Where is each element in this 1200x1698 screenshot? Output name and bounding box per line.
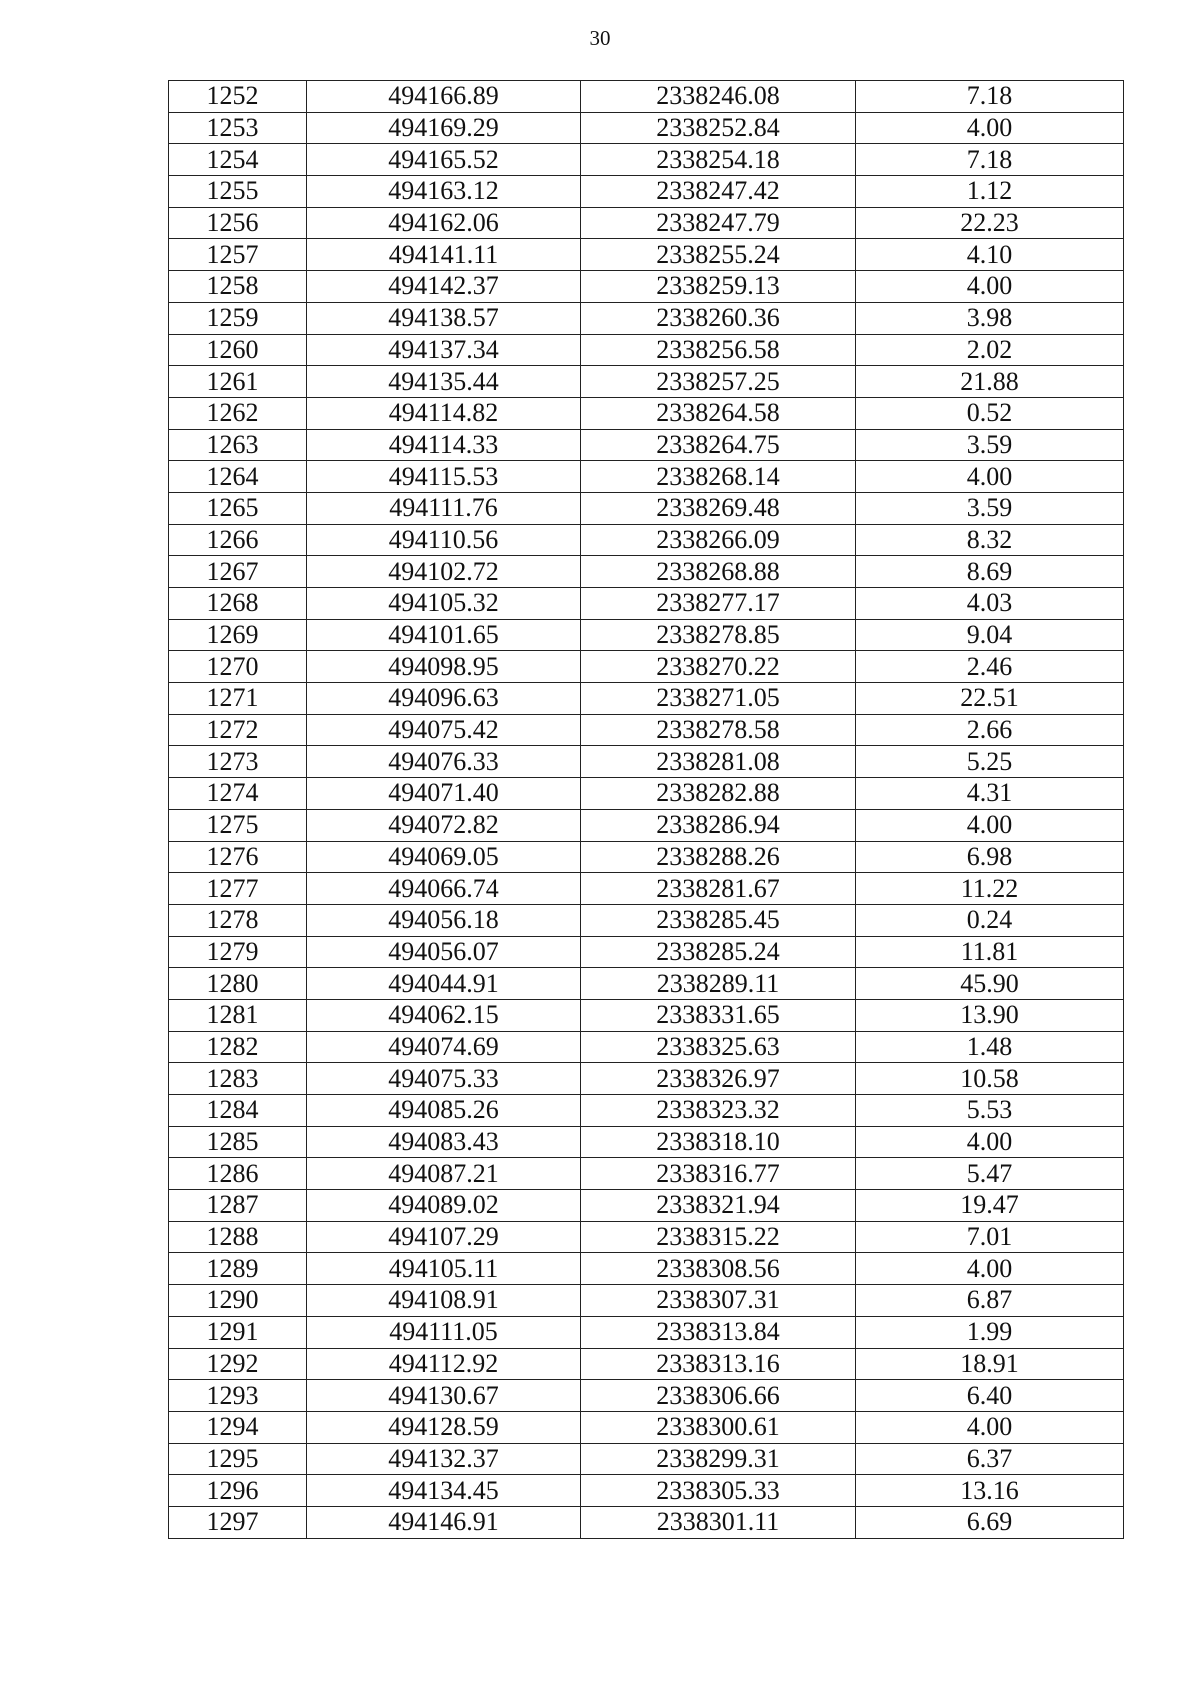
coordinate-table <box>168 80 1124 1539</box>
x-coordinate-cell: 494108.91 <box>307 1285 581 1317</box>
y-coordinate-cell: 2338257.25 <box>581 366 856 398</box>
point-id-cell: 1269 <box>169 619 307 651</box>
x-coordinate-cell: 494105.11 <box>307 1253 581 1285</box>
y-coordinate-cell: 2338285.24 <box>581 936 856 968</box>
point-id-cell: 1277 <box>169 873 307 905</box>
table-row <box>169 1348 1124 1380</box>
y-coordinate-cell: 2338318.10 <box>581 1126 856 1158</box>
table-row <box>169 207 1124 239</box>
x-coordinate-cell: 494083.43 <box>307 1126 581 1158</box>
distance-cell: 6.98 <box>856 841 1124 873</box>
y-coordinate-cell: 2338301.11 <box>581 1506 856 1538</box>
y-coordinate-cell: 2338278.85 <box>581 619 856 651</box>
x-coordinate-cell: 494111.76 <box>307 492 581 524</box>
point-id-cell: 1260 <box>169 334 307 366</box>
point-id-cell: 1290 <box>169 1285 307 1317</box>
y-coordinate-cell: 2338306.66 <box>581 1380 856 1412</box>
y-coordinate-cell: 2338271.05 <box>581 683 856 715</box>
distance-cell: 5.25 <box>856 746 1124 778</box>
distance-cell: 4.00 <box>856 461 1124 493</box>
x-coordinate-cell: 494141.11 <box>307 239 581 271</box>
point-id-cell: 1263 <box>169 429 307 461</box>
x-coordinate-cell: 494071.40 <box>307 778 581 810</box>
x-coordinate-cell: 494162.06 <box>307 207 581 239</box>
y-coordinate-cell: 2338268.14 <box>581 461 856 493</box>
x-coordinate-cell: 494085.26 <box>307 1095 581 1127</box>
table-row <box>169 809 1124 841</box>
x-coordinate-cell: 494112.92 <box>307 1348 581 1380</box>
table-row <box>169 1063 1124 1095</box>
point-id-cell: 1283 <box>169 1063 307 1095</box>
distance-cell: 10.58 <box>856 1063 1124 1095</box>
point-id-cell: 1282 <box>169 1031 307 1063</box>
y-coordinate-cell: 2338305.33 <box>581 1475 856 1507</box>
point-id-cell: 1253 <box>169 112 307 144</box>
table-row <box>169 1031 1124 1063</box>
table-row <box>169 524 1124 556</box>
distance-cell: 2.46 <box>856 651 1124 683</box>
x-coordinate-cell: 494066.74 <box>307 873 581 905</box>
distance-cell: 45.90 <box>856 968 1124 1000</box>
table-row <box>169 999 1124 1031</box>
table-row <box>169 144 1124 176</box>
distance-cell: 22.23 <box>856 207 1124 239</box>
y-coordinate-cell: 2338313.84 <box>581 1316 856 1348</box>
distance-cell: 6.37 <box>856 1443 1124 1475</box>
distance-cell: 0.24 <box>856 904 1124 936</box>
distance-cell: 1.99 <box>856 1316 1124 1348</box>
table-row <box>169 683 1124 715</box>
y-coordinate-cell: 2338268.88 <box>581 556 856 588</box>
table-row <box>169 1475 1124 1507</box>
point-id-cell: 1295 <box>169 1443 307 1475</box>
table-row <box>169 904 1124 936</box>
table-row <box>169 492 1124 524</box>
x-coordinate-cell: 494114.33 <box>307 429 581 461</box>
point-id-cell: 1285 <box>169 1126 307 1158</box>
table-row <box>169 81 1124 113</box>
distance-cell: 19.47 <box>856 1190 1124 1222</box>
x-coordinate-cell: 494089.02 <box>307 1190 581 1222</box>
y-coordinate-cell: 2338247.42 <box>581 176 856 208</box>
distance-cell: 6.40 <box>856 1380 1124 1412</box>
table-row <box>169 746 1124 778</box>
x-coordinate-cell: 494062.15 <box>307 999 581 1031</box>
table-row <box>169 651 1124 683</box>
distance-cell: 21.88 <box>856 366 1124 398</box>
distance-cell: 11.81 <box>856 936 1124 968</box>
table-row <box>169 778 1124 810</box>
y-coordinate-cell: 2338264.58 <box>581 397 856 429</box>
y-coordinate-cell: 2338315.22 <box>581 1221 856 1253</box>
distance-cell: 4.00 <box>856 809 1124 841</box>
x-coordinate-cell: 494075.33 <box>307 1063 581 1095</box>
y-coordinate-cell: 2338281.08 <box>581 746 856 778</box>
table-row <box>169 968 1124 1000</box>
x-coordinate-cell: 494138.57 <box>307 302 581 334</box>
y-coordinate-cell: 2338331.65 <box>581 999 856 1031</box>
x-coordinate-cell: 494169.29 <box>307 112 581 144</box>
y-coordinate-cell: 2338313.16 <box>581 1348 856 1380</box>
point-id-cell: 1291 <box>169 1316 307 1348</box>
point-id-cell: 1284 <box>169 1095 307 1127</box>
x-coordinate-cell: 494105.32 <box>307 588 581 620</box>
point-id-cell: 1252 <box>169 81 307 113</box>
table-row <box>169 271 1124 303</box>
y-coordinate-cell: 2338278.58 <box>581 714 856 746</box>
distance-cell: 13.16 <box>856 1475 1124 1507</box>
y-coordinate-cell: 2338289.11 <box>581 968 856 1000</box>
y-coordinate-cell: 2338308.56 <box>581 1253 856 1285</box>
x-coordinate-cell: 494069.05 <box>307 841 581 873</box>
point-id-cell: 1270 <box>169 651 307 683</box>
x-coordinate-cell: 494163.12 <box>307 176 581 208</box>
point-id-cell: 1268 <box>169 588 307 620</box>
distance-cell: 4.00 <box>856 1126 1124 1158</box>
y-coordinate-cell: 2338254.18 <box>581 144 856 176</box>
y-coordinate-cell: 2338247.79 <box>581 207 856 239</box>
x-coordinate-cell: 494072.82 <box>307 809 581 841</box>
distance-cell: 2.66 <box>856 714 1124 746</box>
distance-cell: 13.90 <box>856 999 1124 1031</box>
table-row <box>169 841 1124 873</box>
distance-cell: 5.53 <box>856 1095 1124 1127</box>
x-coordinate-cell: 494098.95 <box>307 651 581 683</box>
y-coordinate-cell: 2338252.84 <box>581 112 856 144</box>
distance-cell: 3.59 <box>856 492 1124 524</box>
point-id-cell: 1256 <box>169 207 307 239</box>
point-id-cell: 1274 <box>169 778 307 810</box>
y-coordinate-cell: 2338264.75 <box>581 429 856 461</box>
table-row <box>169 1506 1124 1538</box>
distance-cell: 4.00 <box>856 1411 1124 1443</box>
y-coordinate-cell: 2338255.24 <box>581 239 856 271</box>
distance-cell: 9.04 <box>856 619 1124 651</box>
table-row <box>169 429 1124 461</box>
y-coordinate-cell: 2338269.48 <box>581 492 856 524</box>
x-coordinate-cell: 494096.63 <box>307 683 581 715</box>
y-coordinate-cell: 2338277.17 <box>581 588 856 620</box>
distance-cell: 18.91 <box>856 1348 1124 1380</box>
x-coordinate-cell: 494074.69 <box>307 1031 581 1063</box>
x-coordinate-cell: 494111.05 <box>307 1316 581 1348</box>
x-coordinate-cell: 494075.42 <box>307 714 581 746</box>
table-row <box>169 397 1124 429</box>
point-id-cell: 1273 <box>169 746 307 778</box>
table-row <box>169 873 1124 905</box>
x-coordinate-cell: 494128.59 <box>307 1411 581 1443</box>
table-row <box>169 1158 1124 1190</box>
y-coordinate-cell: 2338256.58 <box>581 334 856 366</box>
distance-cell: 4.10 <box>856 239 1124 271</box>
x-coordinate-cell: 494114.82 <box>307 397 581 429</box>
x-coordinate-cell: 494142.37 <box>307 271 581 303</box>
point-id-cell: 1281 <box>169 999 307 1031</box>
point-id-cell: 1286 <box>169 1158 307 1190</box>
point-id-cell: 1255 <box>169 176 307 208</box>
x-coordinate-cell: 494146.91 <box>307 1506 581 1538</box>
distance-cell: 22.51 <box>856 683 1124 715</box>
x-coordinate-cell: 494107.29 <box>307 1221 581 1253</box>
table-row <box>169 556 1124 588</box>
distance-cell: 4.03 <box>856 588 1124 620</box>
distance-cell: 6.87 <box>856 1285 1124 1317</box>
distance-cell: 6.69 <box>856 1506 1124 1538</box>
y-coordinate-cell: 2338281.67 <box>581 873 856 905</box>
x-coordinate-cell: 494056.18 <box>307 904 581 936</box>
table-row <box>169 1316 1124 1348</box>
table-row <box>169 239 1124 271</box>
point-id-cell: 1257 <box>169 239 307 271</box>
table-row <box>169 1095 1124 1127</box>
y-coordinate-cell: 2338323.32 <box>581 1095 856 1127</box>
point-id-cell: 1262 <box>169 397 307 429</box>
table-row <box>169 112 1124 144</box>
y-coordinate-cell: 2338326.97 <box>581 1063 856 1095</box>
table-row <box>169 461 1124 493</box>
distance-cell: 7.18 <box>856 144 1124 176</box>
distance-cell: 1.48 <box>856 1031 1124 1063</box>
x-coordinate-cell: 494076.33 <box>307 746 581 778</box>
distance-cell: 5.47 <box>856 1158 1124 1190</box>
x-coordinate-cell: 494101.65 <box>307 619 581 651</box>
distance-cell: 7.01 <box>856 1221 1124 1253</box>
point-id-cell: 1294 <box>169 1411 307 1443</box>
table-row <box>169 1253 1124 1285</box>
x-coordinate-cell: 494137.34 <box>307 334 581 366</box>
table-row <box>169 302 1124 334</box>
point-id-cell: 1287 <box>169 1190 307 1222</box>
y-coordinate-cell: 2338266.09 <box>581 524 856 556</box>
point-id-cell: 1293 <box>169 1380 307 1412</box>
y-coordinate-cell: 2338260.36 <box>581 302 856 334</box>
point-id-cell: 1292 <box>169 1348 307 1380</box>
distance-cell: 4.31 <box>856 778 1124 810</box>
distance-cell: 3.98 <box>856 302 1124 334</box>
y-coordinate-cell: 2338286.94 <box>581 809 856 841</box>
table-row <box>169 366 1124 398</box>
x-coordinate-cell: 494130.67 <box>307 1380 581 1412</box>
distance-cell: 0.52 <box>856 397 1124 429</box>
table-row <box>169 1380 1124 1412</box>
distance-cell: 4.00 <box>856 112 1124 144</box>
distance-cell: 4.00 <box>856 271 1124 303</box>
point-id-cell: 1264 <box>169 461 307 493</box>
distance-cell: 2.02 <box>856 334 1124 366</box>
point-id-cell: 1288 <box>169 1221 307 1253</box>
distance-cell: 1.12 <box>856 176 1124 208</box>
point-id-cell: 1258 <box>169 271 307 303</box>
coordinate-table-body <box>169 81 1124 1539</box>
table-row <box>169 1285 1124 1317</box>
point-id-cell: 1254 <box>169 144 307 176</box>
point-id-cell: 1271 <box>169 683 307 715</box>
coordinate-table-wrapper <box>168 80 1123 1539</box>
point-id-cell: 1280 <box>169 968 307 1000</box>
table-row <box>169 1221 1124 1253</box>
table-row <box>169 334 1124 366</box>
point-id-cell: 1272 <box>169 714 307 746</box>
point-id-cell: 1275 <box>169 809 307 841</box>
x-coordinate-cell: 494102.72 <box>307 556 581 588</box>
y-coordinate-cell: 2338285.45 <box>581 904 856 936</box>
y-coordinate-cell: 2338325.63 <box>581 1031 856 1063</box>
point-id-cell: 1261 <box>169 366 307 398</box>
y-coordinate-cell: 2338259.13 <box>581 271 856 303</box>
table-row <box>169 936 1124 968</box>
x-coordinate-cell: 494056.07 <box>307 936 581 968</box>
x-coordinate-cell: 494165.52 <box>307 144 581 176</box>
distance-cell: 4.00 <box>856 1253 1124 1285</box>
point-id-cell: 1279 <box>169 936 307 968</box>
x-coordinate-cell: 494087.21 <box>307 1158 581 1190</box>
y-coordinate-cell: 2338246.08 <box>581 81 856 113</box>
table-row <box>169 176 1124 208</box>
y-coordinate-cell: 2338282.88 <box>581 778 856 810</box>
x-coordinate-cell: 494134.45 <box>307 1475 581 1507</box>
table-row <box>169 714 1124 746</box>
point-id-cell: 1265 <box>169 492 307 524</box>
y-coordinate-cell: 2338300.61 <box>581 1411 856 1443</box>
distance-cell: 7.18 <box>856 81 1124 113</box>
table-row <box>169 1411 1124 1443</box>
point-id-cell: 1267 <box>169 556 307 588</box>
point-id-cell: 1259 <box>169 302 307 334</box>
x-coordinate-cell: 494135.44 <box>307 366 581 398</box>
x-coordinate-cell: 494110.56 <box>307 524 581 556</box>
point-id-cell: 1266 <box>169 524 307 556</box>
table-row <box>169 1126 1124 1158</box>
distance-cell: 11.22 <box>856 873 1124 905</box>
point-id-cell: 1278 <box>169 904 307 936</box>
table-row <box>169 619 1124 651</box>
x-coordinate-cell: 494044.91 <box>307 968 581 1000</box>
distance-cell: 8.32 <box>856 524 1124 556</box>
y-coordinate-cell: 2338299.31 <box>581 1443 856 1475</box>
table-row <box>169 588 1124 620</box>
x-coordinate-cell: 494132.37 <box>307 1443 581 1475</box>
distance-cell: 8.69 <box>856 556 1124 588</box>
page-number: 30 <box>589 26 611 50</box>
y-coordinate-cell: 2338321.94 <box>581 1190 856 1222</box>
y-coordinate-cell: 2338270.22 <box>581 651 856 683</box>
point-id-cell: 1297 <box>169 1506 307 1538</box>
table-row <box>169 1190 1124 1222</box>
point-id-cell: 1296 <box>169 1475 307 1507</box>
y-coordinate-cell: 2338288.26 <box>581 841 856 873</box>
y-coordinate-cell: 2338307.31 <box>581 1285 856 1317</box>
point-id-cell: 1289 <box>169 1253 307 1285</box>
distance-cell: 3.59 <box>856 429 1124 461</box>
table-row <box>169 1443 1124 1475</box>
y-coordinate-cell: 2338316.77 <box>581 1158 856 1190</box>
x-coordinate-cell: 494166.89 <box>307 81 581 113</box>
point-id-cell: 1276 <box>169 841 307 873</box>
x-coordinate-cell: 494115.53 <box>307 461 581 493</box>
